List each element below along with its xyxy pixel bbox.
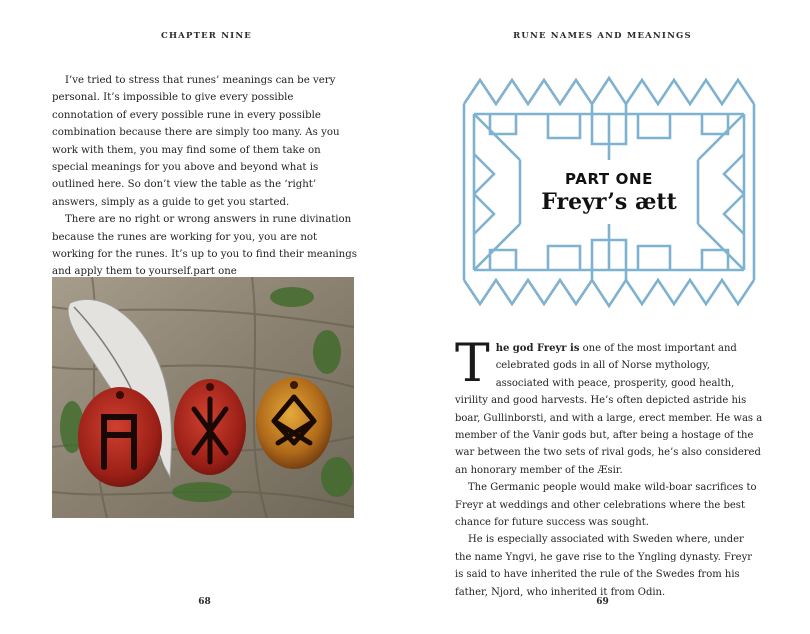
part-heading bbox=[460, 170, 758, 215]
left-paragraph-2: There are no right or wrong answers in rune divination because the runes are working for you, you are not working for the runes. It’s up to you to find their meanings and apply them to yourself.part one bbox=[52, 214, 357, 278]
right-paragraph-2: The Germanic people would make wild-boar sacrifices to Freyr at weddings and other celebrations where the best chance for future success was sought. bbox=[455, 482, 757, 529]
rune-stones-photo bbox=[52, 277, 354, 518]
running-head-right: RUNE NAMES AND MEANINGS bbox=[513, 31, 692, 41]
part-number: PART ONE bbox=[565, 170, 653, 188]
page-number-right: 69 bbox=[596, 597, 609, 607]
right-paragraph-1 bbox=[455, 334, 763, 479]
right-paragraph-3: He is especially associated with Sweden where, under the name Yngvi, he gave rise to the Yngling dynasty. Freyr is said to have inherited the rule of the Swedes from his father, Njord, who inherited it from Odin. bbox=[455, 534, 753, 598]
paragraph-1-rest: one of the most important and celebrated gods in all of Norse mythology, associated with peace, prosperity, good health, virility and good harvests. He’s often depicted astride his boar, Gullinborsti, and with a large, erect member. He was a member of the Vanir gods but, after being a hostage of the war between the two sets of rival gods, he’s also considered an honorary member of the Æsir. bbox=[455, 343, 763, 476]
left-paragraph-1: I’ve tried to stress that runes’ meanings can be very personal. It’s impossible to give every possible connotation of every possible rune in every possible combination because there are simply too many. As you work with them, you may find some of them take on special meanings for you above and beyond what is outlined here. So don’t view the table as the ‘right’ answers, simply as a guide to get you started. bbox=[52, 75, 340, 208]
rune-photo-illustration bbox=[52, 277, 354, 518]
drop-cap: T bbox=[455, 334, 490, 394]
part-title-frame bbox=[460, 74, 758, 310]
othala-rune-icon bbox=[256, 377, 332, 469]
part-title: Freyr’s ætt bbox=[541, 189, 677, 215]
page-number-left: 68 bbox=[198, 597, 211, 607]
lead-in: he god Freyr is bbox=[495, 343, 580, 354]
right-body-text bbox=[455, 334, 763, 601]
left-body-text bbox=[52, 72, 357, 281]
ansuz-rune-icon bbox=[78, 387, 162, 487]
hagalaz-rune-icon bbox=[174, 379, 246, 475]
running-head-left: CHAPTER NINE bbox=[160, 31, 252, 41]
